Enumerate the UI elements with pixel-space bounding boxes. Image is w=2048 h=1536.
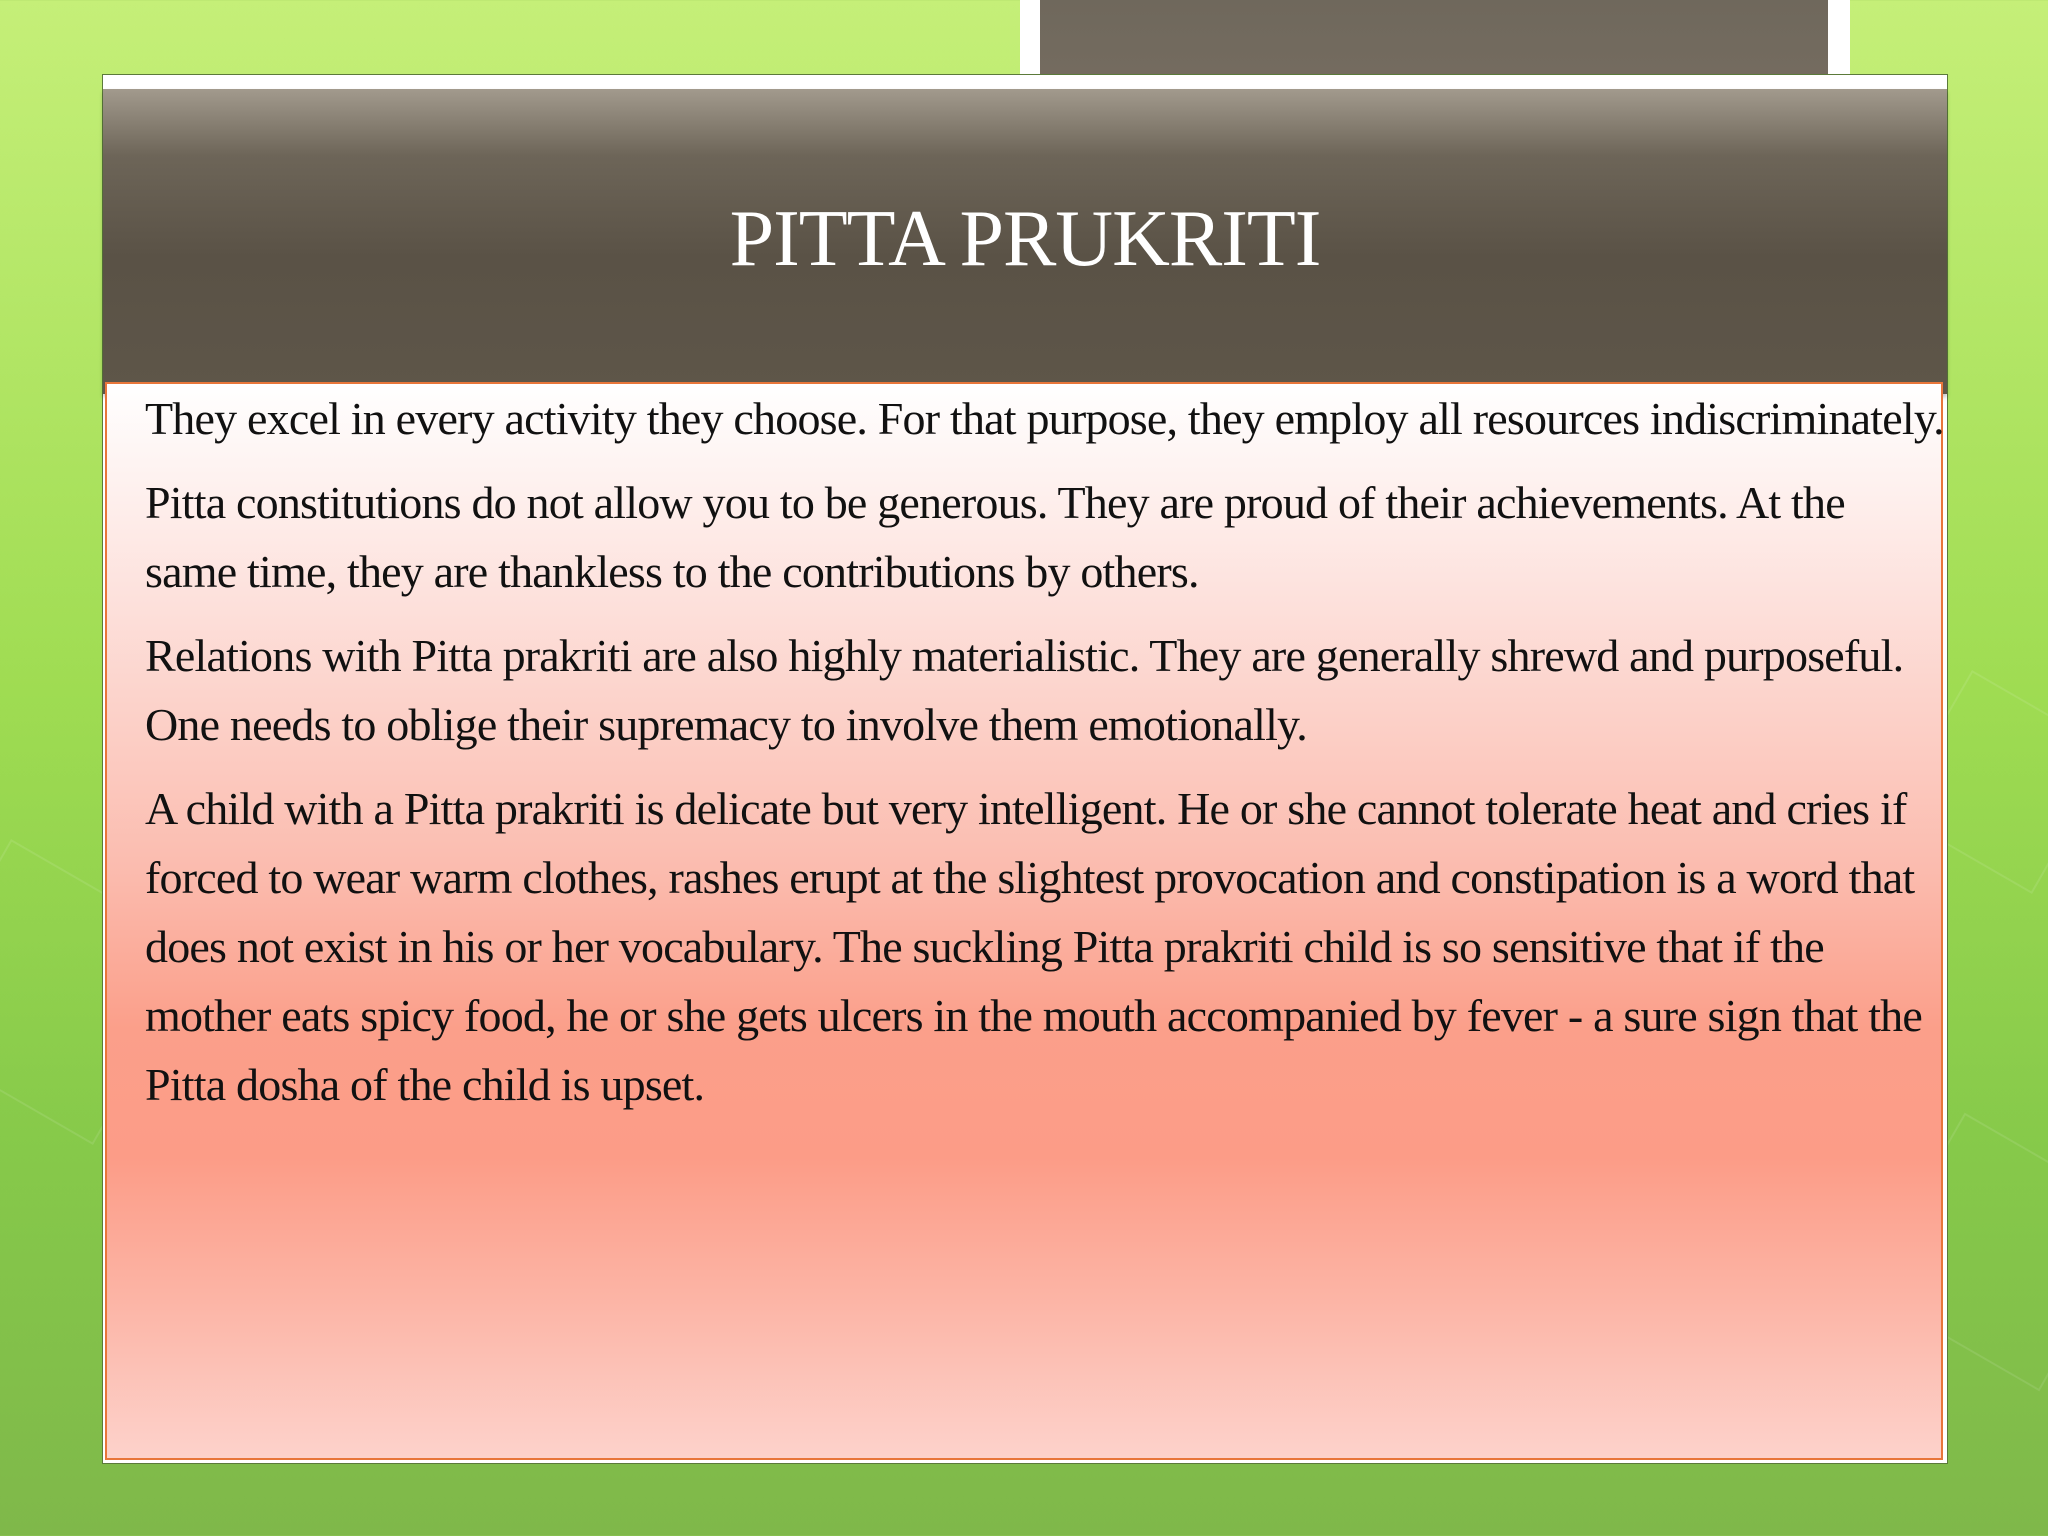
- paragraph: A child with a Pitta prakriti is delicate but very intelligent. He or she cannot tolerate heat and cries if forced to wear warm clothes, rashes erupt at the slightest provocation and constipation is a word that does not exist in his or her vocabulary. The suckling Pitta prakriti child is so sensitive that if the mother eats spicy food, he or she gets ulcers in the mouth accompanied by fever - a sure sign that the Pitta dosha of the child is upset.: [145, 783, 1922, 1110]
- paragraph: Pitta constitutions do not allow you to be generous. They are proud of their achievements. At the same time, they are thankless to the contributions by others.: [145, 477, 1845, 597]
- content-box: [105, 382, 1943, 1460]
- title-bar: [103, 89, 1947, 394]
- content-text: [145, 384, 1945, 1134]
- slide-title: PITTA PRUKRITI: [729, 195, 1321, 283]
- paragraph: Relations with Pitta prakriti are also highly materialistic. They are generally shrewd and purposeful. One needs to oblige their supremacy to involve them emotionally.: [145, 630, 1904, 750]
- paragraph: They excel in every activity they choose. For that purpose, they employ all resources indiscriminately.: [145, 393, 1944, 444]
- slide: [102, 74, 1948, 1464]
